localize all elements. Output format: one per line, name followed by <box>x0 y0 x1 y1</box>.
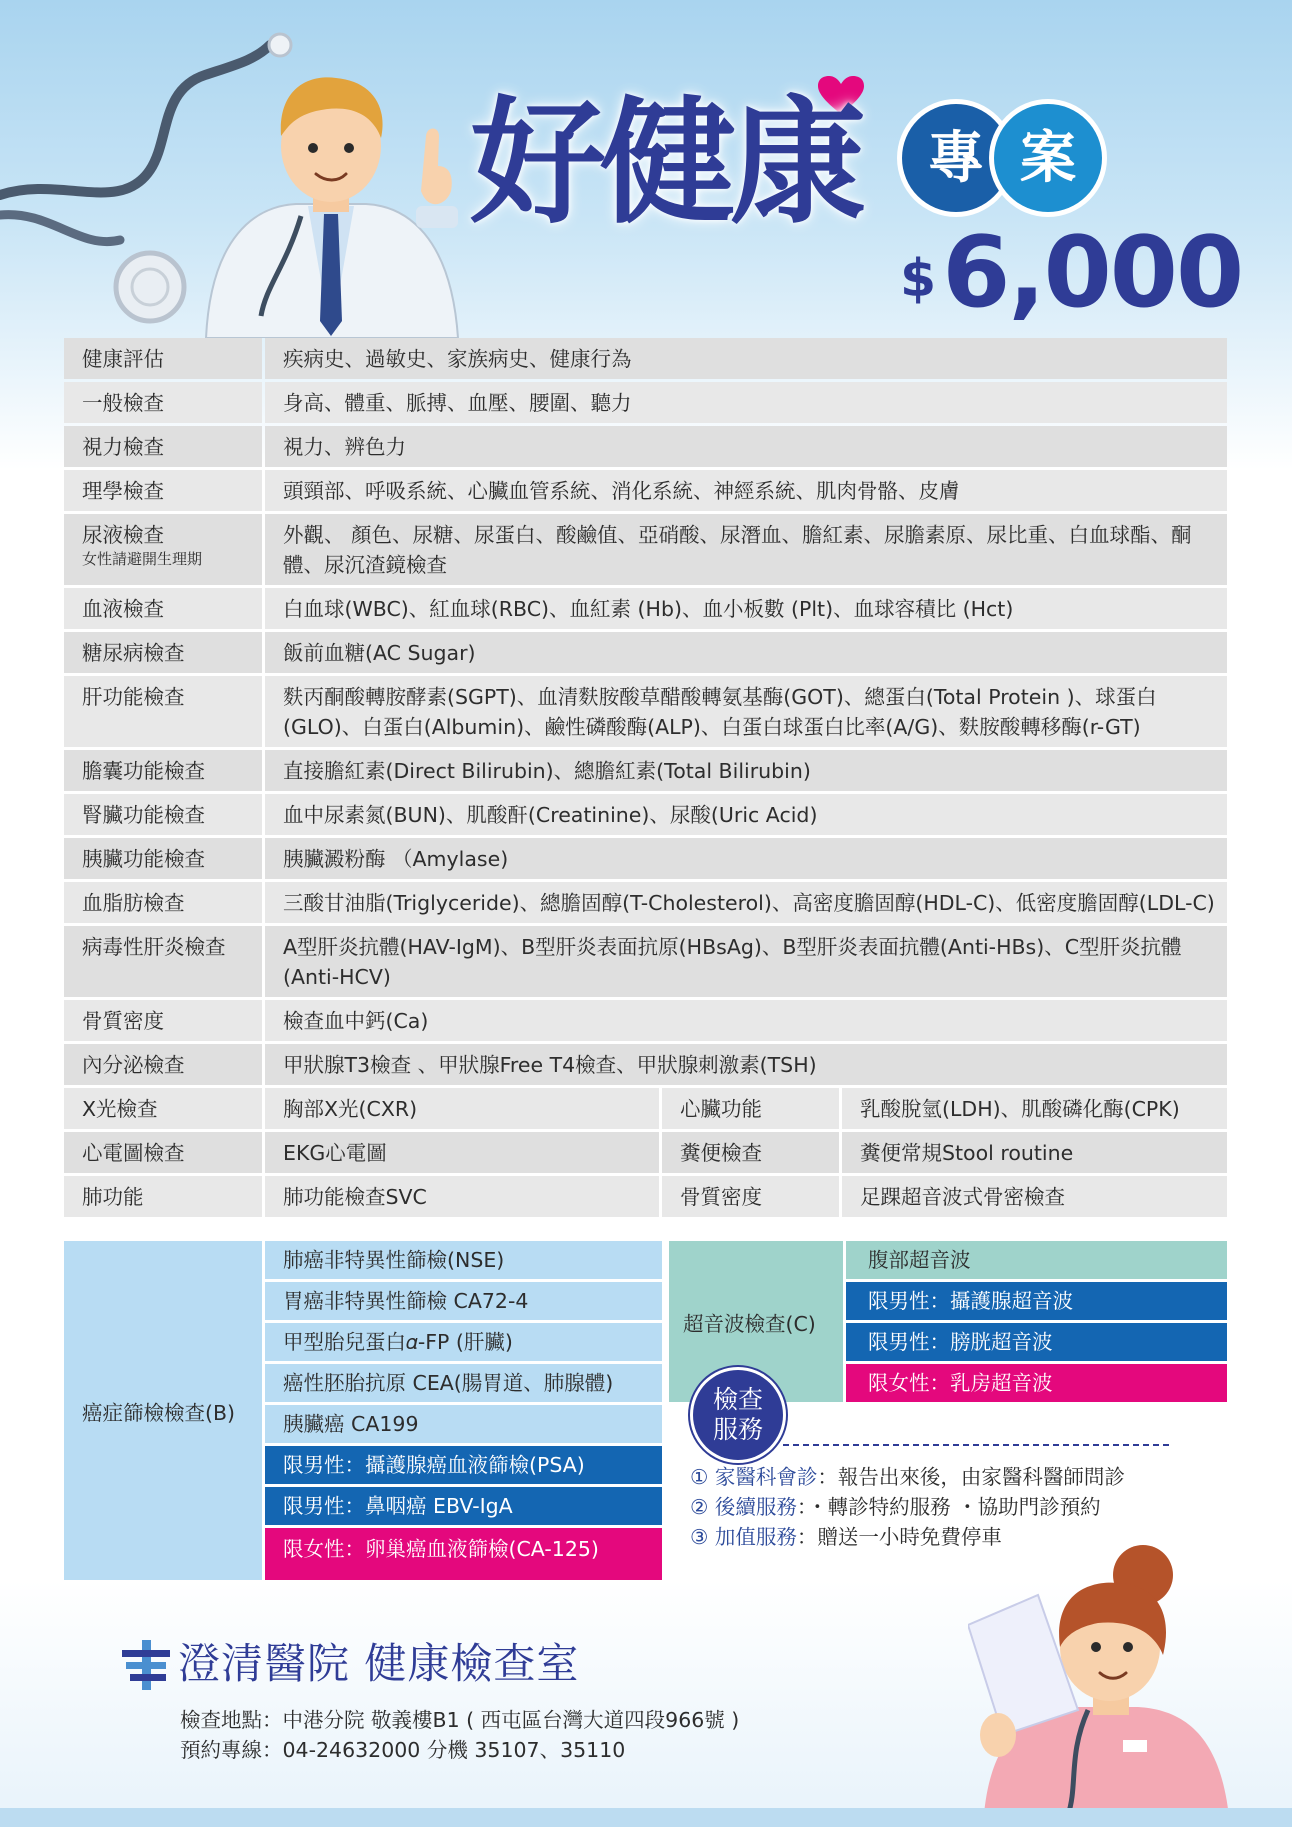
row-content: 頭頸部、呼吸系統、心臟血管系統、消化系統、神經系統、肌肉骨骼、皮膚 <box>265 470 1227 511</box>
row-content: 白血球(WBC)、紅血球(RBC)、血紅素 (Hb)、血小板數 (Plt)、血球容積比 (Hct) <box>265 588 1227 629</box>
exam-table <box>64 338 1227 1220</box>
services-divider <box>783 1444 1169 1446</box>
row-content: 血中尿素氮(BUN)、肌酸酐(Creatinine)、尿酸(Uric Acid) <box>265 794 1227 835</box>
table-row-split <box>64 1088 1227 1129</box>
row-content: 身高、體重、脈搏、血壓、腰圍、聽力 <box>265 382 1227 423</box>
row-label: 血脂肪檢查 <box>64 882 262 923</box>
row-content: 檢查血中鈣(Ca) <box>265 1000 1227 1041</box>
doctor-illustration <box>196 66 466 338</box>
row-label: 理學檢查 <box>64 470 262 511</box>
table-row <box>64 382 1227 423</box>
table-row-split <box>64 1176 1227 1217</box>
row-label: X光檢查 <box>64 1088 262 1129</box>
price <box>900 218 1242 334</box>
ultrasound-label: 超音波檢查(C) <box>669 1241 843 1402</box>
badge-zhuan: 專 <box>902 104 1010 212</box>
services-badge-line2: 服務 <box>712 1415 763 1444</box>
row-content: 甲狀腺T3檢查 、甲狀腺Free T4檢查、甲狀腺刺激素(TSH) <box>265 1044 1227 1085</box>
service-item <box>690 1492 1101 1522</box>
hospital-name: 澄清醫院 健康檢查室 <box>178 1639 580 1688</box>
row-content: 麩丙酮酸轉胺酵素(SGPT)、血清麩胺酸草醋酸轉氨基酶(GOT)、總蛋白(Total Protein )、球蛋白(GLO)、白蛋白(Albumin)、鹼性磷酸酶(ALP)、白蛋白球蛋白比率(A/G)、麩胺酸轉移酶(r-GT) <box>265 676 1227 747</box>
exam-address: 檢查地點：中港分院 敬義樓B1 ( 西屯區台灣大道四段966號 ) <box>180 1708 740 1732</box>
row-content: A型肝炎抗體(HAV-IgM)、B型肝炎表面抗原(HBsAg)、B型肝炎表面抗體(Anti-HBs)、C型肝炎抗體(Anti-HCV) <box>265 926 1227 997</box>
row-label-text: 尿液檢查 <box>82 523 164 547</box>
row-label: 糞便檢查 <box>662 1132 839 1173</box>
row-content: 糞便常規Stool routine <box>842 1132 1227 1173</box>
cancer-item-male: 限男性：鼻咽癌 EBV-IgA <box>265 1487 662 1525</box>
table-row <box>64 882 1227 923</box>
row-label: 膽囊功能檢查 <box>64 750 262 791</box>
row-content: 三酸甘油脂(Triglyceride)、總膽固醇(T-Cholesterol)、高密度膽固醇(HDL-C)、低密度膽固醇(LDL-C) <box>265 882 1227 923</box>
ultrasound-item-male: 限男性：攝護腺超音波 <box>846 1282 1227 1320</box>
row-label <box>64 514 262 585</box>
row-content: 飯前血糖(AC Sugar) <box>265 632 1227 673</box>
row-label: 血液檢查 <box>64 588 262 629</box>
service-text: ：贈送一小時免費停車 <box>796 1525 1002 1549</box>
service-key: ① 家醫科會診 <box>690 1465 818 1489</box>
row-content: 乳酸脫氫(LDH)、肌酸磷化酶(CPK) <box>842 1088 1227 1129</box>
service-item <box>690 1462 1125 1492</box>
table-row <box>64 838 1227 879</box>
row-label: 心電圖檢查 <box>64 1132 262 1173</box>
table-row <box>64 470 1227 511</box>
row-label: 骨質密度 <box>662 1176 839 1217</box>
cancer-item: 肺癌非特異性篩檢(NSE) <box>265 1241 662 1279</box>
bottom-bar <box>0 1808 1292 1827</box>
row-content: 直接膽紅素(Direct Bilirubin)、總膽紅素(Total Bilirubin) <box>265 750 1227 791</box>
service-text: ：報告出來後，由家醫科醫師問診 <box>817 1465 1125 1489</box>
row-content: 視力、辨色力 <box>265 426 1227 467</box>
row-label: 骨質密度 <box>64 1000 262 1041</box>
cancer-item: 癌性胚胎抗原 CEA(腸胃道、肺腺體) <box>265 1364 662 1402</box>
row-label: 糖尿病檢查 <box>64 632 262 673</box>
ultrasound-item: 腹部超音波 <box>846 1241 1227 1279</box>
row-content: 外觀、 顏色、尿糖、尿蛋白、酸鹼值、亞硝酸、尿潛血、膽紅素、尿膽素原、尿比重、白血球酯、酮體、尿沉渣鏡檢查 <box>265 514 1227 585</box>
row-content: 胰臟澱粉酶 （Amylase) <box>265 838 1227 879</box>
services-badge <box>693 1370 783 1460</box>
row-label: 內分泌檢查 <box>64 1044 262 1085</box>
hospital-logo-icon <box>122 1640 170 1694</box>
service-item <box>690 1522 1002 1552</box>
table-row <box>64 588 1227 629</box>
table-row <box>64 1000 1227 1041</box>
table-row <box>64 676 1227 747</box>
service-text: ：・轉診特約服務 ・協助門診預約 <box>796 1495 1101 1519</box>
ultrasound-item-female: 限女性：乳房超音波 <box>846 1364 1227 1402</box>
service-key: ② 後續服務 <box>690 1495 797 1519</box>
nurse-illustration <box>968 1535 1240 1827</box>
row-content: 疾病史、過敏史、家族病史、健康行為 <box>265 338 1227 379</box>
table-row <box>64 926 1227 997</box>
cancer-item: 胃癌非特異性篩檢 CA72-4 <box>265 1282 662 1320</box>
badge-an: 案 <box>994 104 1102 212</box>
row-sublabel: 女性請避開生理期 <box>82 550 203 568</box>
table-row <box>64 426 1227 467</box>
cancer-item-female: 限女性：卵巢癌血液篩檢(CA-125) <box>265 1528 662 1580</box>
price-amount: 6,000 <box>942 216 1243 330</box>
table-row <box>64 1044 1227 1085</box>
row-content: 肺功能檢查SVC <box>265 1176 659 1217</box>
row-label: 腎臟功能檢查 <box>64 794 262 835</box>
table-row-split <box>64 1132 1227 1173</box>
table-row <box>64 632 1227 673</box>
row-content: 胸部X光(CXR) <box>265 1088 659 1129</box>
cancer-item-male: 限男性：攝護腺癌血液篩檢(PSA) <box>265 1446 662 1484</box>
row-content: EKG心電圖 <box>265 1132 659 1173</box>
campaign-title: 好健康 <box>470 83 860 243</box>
price-currency: $ <box>900 249 935 309</box>
table-row <box>64 794 1227 835</box>
row-label: 視力檢查 <box>64 426 262 467</box>
service-key: ③ 加值服務 <box>690 1525 797 1549</box>
cancer-item: 胰臟癌 CA199 <box>265 1405 662 1443</box>
row-label: 肝功能檢查 <box>64 676 262 747</box>
row-label: 一般檢查 <box>64 382 262 423</box>
row-label: 健康評估 <box>64 338 262 379</box>
table-row <box>64 750 1227 791</box>
table-row <box>64 514 1227 585</box>
row-label: 肺功能 <box>64 1176 262 1217</box>
row-label: 胰臟功能檢查 <box>64 838 262 879</box>
cancer-screening-label: 癌症篩檢檢查(B) <box>64 1241 262 1580</box>
table-row <box>64 338 1227 379</box>
row-content: 足踝超音波式骨密檢查 <box>842 1176 1227 1217</box>
booking-phone: 預約專線：04-24632000 分機 35107、35110 <box>180 1738 626 1762</box>
row-label: 心臟功能 <box>662 1088 839 1129</box>
services-badge-line1: 檢查 <box>712 1385 763 1414</box>
row-label: 病毒性肝炎檢查 <box>64 926 262 997</box>
cancer-item: 甲型胎兒蛋白𝛼-FP (肝臟) <box>265 1323 662 1361</box>
ultrasound-item-male: 限男性：膀胱超音波 <box>846 1323 1227 1361</box>
